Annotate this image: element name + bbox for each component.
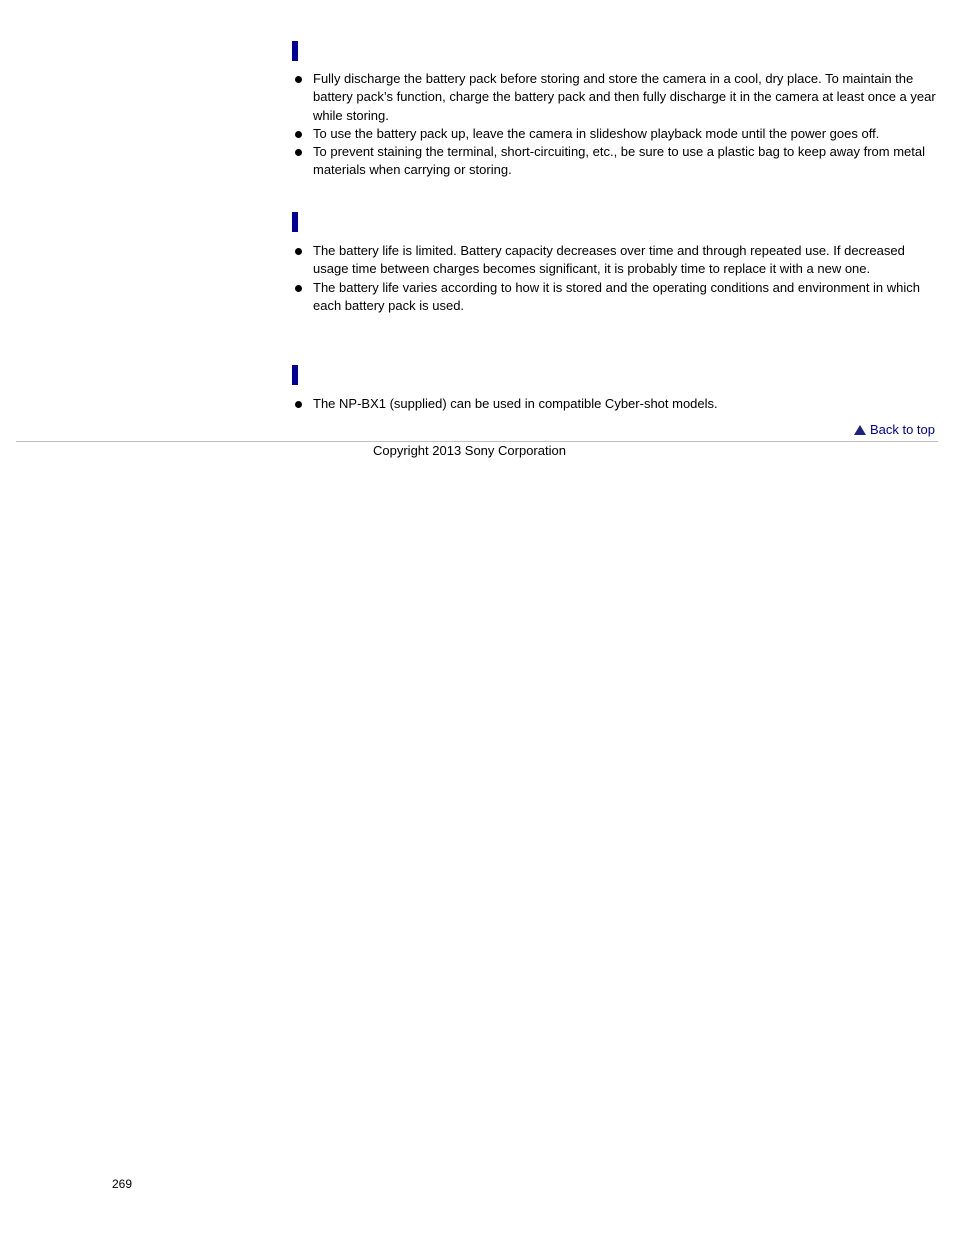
list-item: The NP-BX1 (supplied) can be used in compatible Cyber-shot models. [292,395,942,413]
list-item: The battery life is limited. Battery capacity decreases over time and through repeated use. If decreased usage time between charges becomes significant, it is probably time to replace it with a new one. [292,242,942,279]
copyright: Copyright 2013 Sony Corporation [373,443,566,458]
section-heading-bar [292,212,298,232]
bullet-icon [295,248,302,255]
list-item: To use the battery pack up, leave the camera in slideshow playback mode until the power goes off. [292,125,942,143]
list-item: The battery life varies according to how it is stored and the operating conditions and environment in which each battery pack is used. [292,279,942,316]
back-to-top-link[interactable]: Back to top [854,422,935,437]
list-item: To prevent staining the terminal, short-circuiting, etc., be sure to use a plastic bag to keep away from metal materials when carrying or storing. [292,143,942,180]
bullet-icon [295,149,302,156]
bullet-icon [295,131,302,138]
page-number: 269 [112,1177,133,1191]
list-item: Fully discharge the battery pack before storing and store the camera in a cool, dry place. To maintain the battery pack’s function, charge the battery pack and then fully discharge it in the camera at least once a year while storing. [292,70,942,125]
section-heading-bar [292,41,298,61]
up-triangle-icon [854,425,866,435]
bullet-icon [295,76,302,83]
bullet-icon [295,285,302,292]
section-compatible-battery [292,365,942,413]
section-storing [292,41,942,180]
bullet-icon [295,401,302,408]
section-heading-bar [292,365,298,385]
section-battery-life [292,212,942,315]
